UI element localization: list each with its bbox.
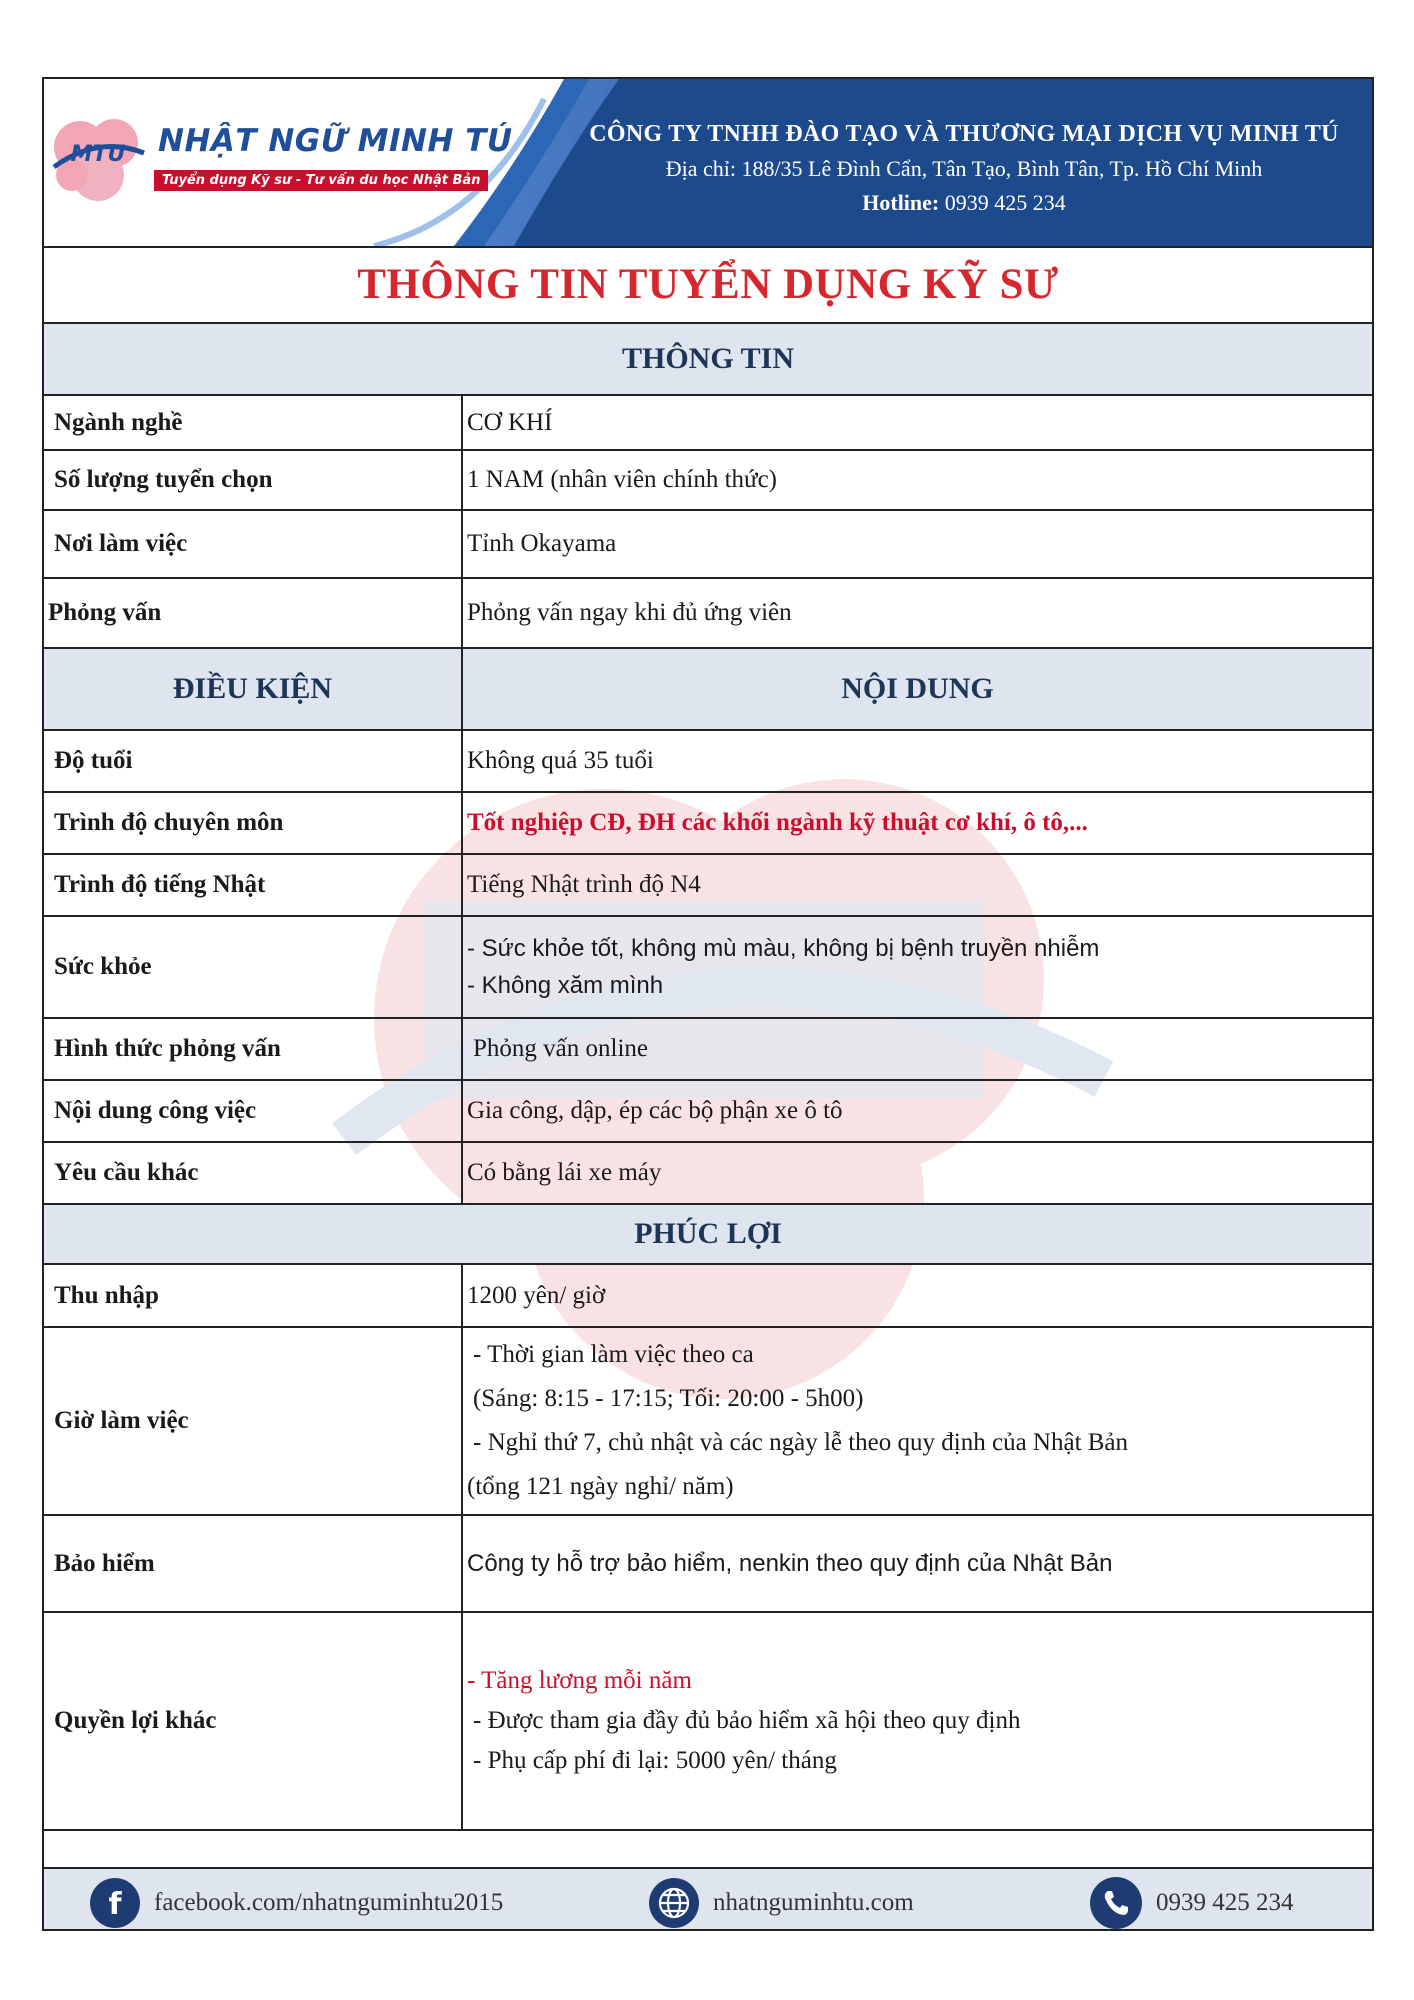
facebook-link[interactable]: facebook.com/nhatnguminhtu2015 (154, 1889, 504, 1916)
health-line: - Không xăm mình (467, 972, 664, 999)
row-value: Tỉnh Okayama (462, 510, 1372, 578)
row-value: 1 NAM (nhân viên chính thức) (462, 450, 1372, 510)
row-value: 1200 yên/ giờ (462, 1264, 1372, 1327)
hotline-label: Hotline: (862, 190, 940, 215)
page-title-row (44, 246, 1372, 324)
facebook-icon (90, 1878, 140, 1928)
row-value: Tiếng Nhật trình độ N4 (462, 854, 1372, 916)
row-value: Công ty hỗ trợ bảo hiểm, nenkin theo quy định của Nhật Bản (462, 1515, 1372, 1612)
row-label: Quyền lợi khác (44, 1612, 462, 1830)
hotline-value: 0939 425 234 (944, 190, 1066, 215)
row-value-highlight: Tốt nghiệp CĐ, ĐH các khối ngành kỹ thuật cơ khí, ô tô,... (462, 792, 1372, 854)
row-label: Độ tuổi (44, 730, 462, 792)
page-title: THÔNG TIN TUYỂN DỤNG KỸ SƯ (357, 260, 1059, 308)
company-hotline (564, 190, 1364, 216)
row-label: Số lượng tuyển chọn (44, 450, 462, 510)
table-row (44, 1327, 1372, 1515)
row-label: Nội dung công việc (44, 1080, 462, 1142)
table-row (44, 792, 1372, 854)
globe-icon (649, 1878, 699, 1928)
hours-line: (tổng 121 ngày nghỉ/ năm) (467, 1473, 734, 1500)
section-conditions-header: ĐIỀU KIỆN (44, 648, 462, 730)
table-row (44, 450, 1372, 510)
row-value: Gia công, dập, ép các bộ phận xe ô tô (462, 1080, 1372, 1142)
section-header-row (44, 1204, 1372, 1264)
brand-tagline: Tuyển dụng Kỹ sư - Tư vấn du học Nhật Bản (154, 170, 488, 191)
hours-line: (Sáng: 8:15 - 17:15; Tối: 20:00 - 5h00) (473, 1385, 864, 1412)
row-label: Trình độ tiếng Nhật (44, 854, 462, 916)
footer-phone[interactable] (1090, 1879, 1294, 1927)
row-value (462, 1612, 1372, 1830)
row-value (462, 1327, 1372, 1515)
footer-website[interactable] (649, 1879, 914, 1927)
section-header-row (44, 323, 1372, 395)
row-label: Yêu cầu khác (44, 1142, 462, 1204)
row-label: Phỏng vấn (44, 578, 462, 648)
table-row (44, 916, 1372, 1018)
sakura-logo-icon (50, 109, 146, 209)
row-value: Có bằng lái xe máy (462, 1142, 1372, 1204)
section-info-header: THÔNG TIN (44, 323, 1372, 395)
company-name: CÔNG TY TNHH ĐÀO TẠO VÀ THƯƠNG MẠI DỊCH VỤ MINH TÚ (589, 121, 1339, 147)
contact-footer (44, 1867, 1372, 1931)
row-label: Trình độ chuyên môn (44, 792, 462, 854)
section-header-row (44, 648, 1372, 730)
company-header (44, 79, 1372, 248)
hours-line: - Nghỉ thứ 7, chủ nhật và các ngày lễ theo quy định của Nhật Bản (473, 1429, 1129, 1456)
table-row (44, 395, 1372, 450)
table-row (44, 1264, 1372, 1327)
row-value: Không quá 35 tuổi (462, 730, 1372, 792)
hours-line: - Thời gian làm việc theo ca (473, 1341, 754, 1368)
recruitment-table (44, 322, 1372, 1831)
table-row (44, 1142, 1372, 1204)
row-label: Hình thức phỏng vấn (44, 1018, 462, 1080)
table-row (44, 510, 1372, 578)
row-label: Nơi làm việc (44, 510, 462, 578)
health-line: - Sức khỏe tốt, không mù màu, không bị bệnh truyền nhiễm (467, 935, 1100, 962)
row-label: Sức khỏe (44, 916, 462, 1018)
phone-icon (1090, 1877, 1142, 1929)
table-row (44, 854, 1372, 916)
table-row (44, 578, 1372, 648)
row-value (462, 916, 1372, 1018)
benefit-line-highlight: - Tăng lương mỗi năm (467, 1667, 692, 1694)
svg-text:f: f (108, 1887, 122, 1919)
benefit-line: - Được tham gia đầy đủ bảo hiểm xã hội theo quy định (473, 1707, 1021, 1734)
table-row (44, 1612, 1372, 1830)
table-row (44, 1515, 1372, 1612)
website-link[interactable]: nhatnguminhtu.com (713, 1889, 914, 1916)
recruitment-sheet (42, 77, 1374, 1931)
brand-name: NHẬT NGỮ MINH TÚ (158, 123, 513, 159)
table-row (44, 1018, 1372, 1080)
company-info (564, 121, 1364, 216)
row-label: Ngành nghề (44, 395, 462, 450)
section-content-header: NỘI DUNG (462, 648, 1372, 730)
footer-facebook[interactable] (90, 1879, 503, 1927)
table-row (44, 730, 1372, 792)
phone-number[interactable]: 0939 425 234 (1156, 1889, 1294, 1916)
table-row (44, 1080, 1372, 1142)
benefit-line: - Phụ cấp phí đi lại: 5000 yên/ tháng (473, 1747, 837, 1774)
svg-text:MTU: MTU (70, 142, 126, 167)
row-value: Phỏng vấn online (462, 1018, 1372, 1080)
row-label: Giờ làm việc (44, 1327, 462, 1515)
section-benefits-header: PHÚC LỢI (44, 1204, 1372, 1264)
row-label: Bảo hiểm (44, 1515, 462, 1612)
row-value: CƠ KHÍ (462, 395, 1372, 450)
row-value: Phỏng vấn ngay khi đủ ứng viên (462, 578, 1372, 648)
row-label: Thu nhập (44, 1264, 462, 1327)
company-address: Địa chỉ: 188/35 Lê Đình Cẩn, Tân Tạo, Bình Tân, Tp. Hồ Chí Minh (665, 156, 1263, 181)
